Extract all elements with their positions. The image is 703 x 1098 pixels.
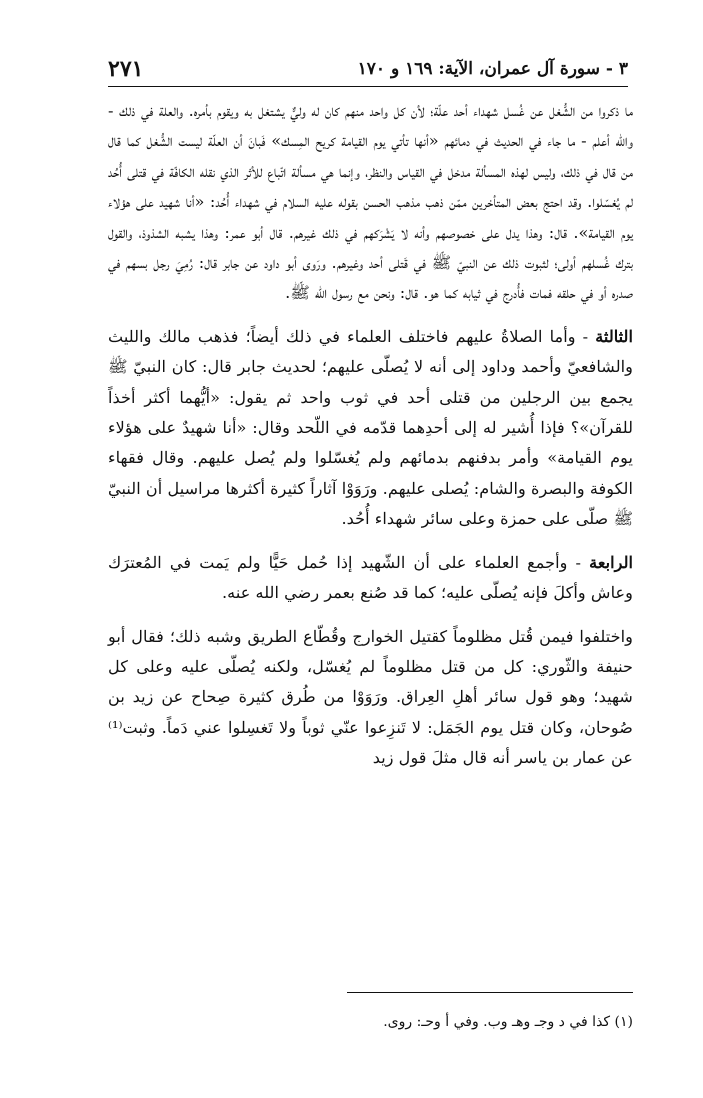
footnote-divider bbox=[347, 992, 633, 993]
paragraph-text: - وأما الصلاةُ عليهم فاختلف العلماء في ذلك أيضاً؛ فذهب مالك والليث والشافعيّ وأحمد وداود إلى أنه لا يُصلّى عليهم؛ لحديث جابر قال: كان النبيّ ﷺ يجمع بين الرجلين من قتلى أحد في ثوب واحد ثم يقول: «أيُّهما أكثر أخذاً للقرآن»؟ فإذا أُشير له إلى أحدِهما قدّمه في اللّحد وقال: «أنا شهيدٌ على هؤلاء يوم القيامة» وأمر بدفنهم بدمائهم ولم يُغسّلوا ولم يُصل عليهم. وقال فقهاء الكوفة والبصرة والشام: يُصلى عليهم. ورَوَوْا آثاراً كثيرة أكثرها مراسيل أن النبيّ ﷺ صلّى على حمزة وعلى سائر شهداء أُحُد. bbox=[108, 326, 633, 529]
section-lead-third: الثالثة bbox=[595, 326, 633, 346]
page-header bbox=[108, 56, 628, 87]
section-lead-fourth: الرابعة bbox=[589, 552, 633, 572]
paragraph-continuation bbox=[108, 96, 633, 309]
main-text bbox=[108, 96, 633, 787]
paragraph-fourth-issue bbox=[108, 548, 633, 609]
paragraph-text: - وأجمع العلماء على أن الشّهيد إذا حُمل حَيًّا ولم يَمت في المُعترَك وعاش وأكلَ فإنه يُصلّى عليه؛ كما قد صُنع بعمر رضي الله عنه. bbox=[108, 552, 633, 603]
paragraph-disagreement bbox=[108, 622, 633, 774]
footnote: (١) كذا في د وجـ وهـ وب. وفي أ وحـ: روى. bbox=[383, 1014, 633, 1030]
paragraph-third-issue bbox=[108, 322, 633, 535]
paragraph-text: ما ذكروا من الشُّغل عن غُسل شهداء أحد علّة؛ لأن كل واحد منهم كان له وليٌّ يشتغل به ويقوم بأمره. والعلة في ذلك - والله أعلم - ما جاء في الحديث في دمائهم «أنها تأتي يوم القيامة كريح المِسك» فَبانَ أن العلّة ليست الشُّغل كما قال من قال في ذلك، وليس لهذه المسألة مدخل في القياس والنظر، وإنما هي مسألة اتّباع للأثر الذي نقله الكافّة في قتلى أُحُد لم يُغسّلوا. وقد احتج بعض المتأخرين ممّن ذهب مذهب الحسن بقوله عليه السلام في شهداء أُحُد: «أنا شهيد على هؤلاء يوم القيامة». قال: وهذا يدل على خصوصهم وأنه لا يَشْرَكهم في ذلك غيرهم. قال أبو عمر: وهذا يشبه الشذوذ، والقول بترك غُسلهم أولى؛ لثبوت ذلك عن النبيّ ﷺ في قَتلى أحد وغيرهم. ورَوى أبو داود عن جابر قال: رُمِيَ رجل بسهم في صدره أو في حلقه فمات فأُدرج في ثيابه كما هو. قال: ونحن مع رسول الله ﷺ. bbox=[108, 101, 633, 303]
page-number: ٢٧١ bbox=[108, 56, 144, 82]
running-title: ٣ - سورة آل عمران، الآية: ١٦٩ و ١٧٠ bbox=[357, 59, 628, 79]
paragraph-text: واختلفوا فيمن قُتل مظلوماً كقتيل الخوارج وقُطّاع الطريق وشبه ذلك؛ فقال أبو حنيفة والثّوري: كل من قتل مظلوماً لم يُغسّل، ولكنه يُصلّى عليه وعلى كل شهيد؛ وهو قول سائر أهلِ العِراق. ورَوَوْا من طُرق كثيرة صِحاح عن زيد بن صُوحان، وكان قتل يوم الجَمَل: لا تَنزِعوا عنّي ثوباً ولا تَغسِلوا عني دَماً. وثبت⁽¹⁾ عن عمار بن ياسر أنه قال مثلَ قول زيد bbox=[108, 626, 633, 768]
